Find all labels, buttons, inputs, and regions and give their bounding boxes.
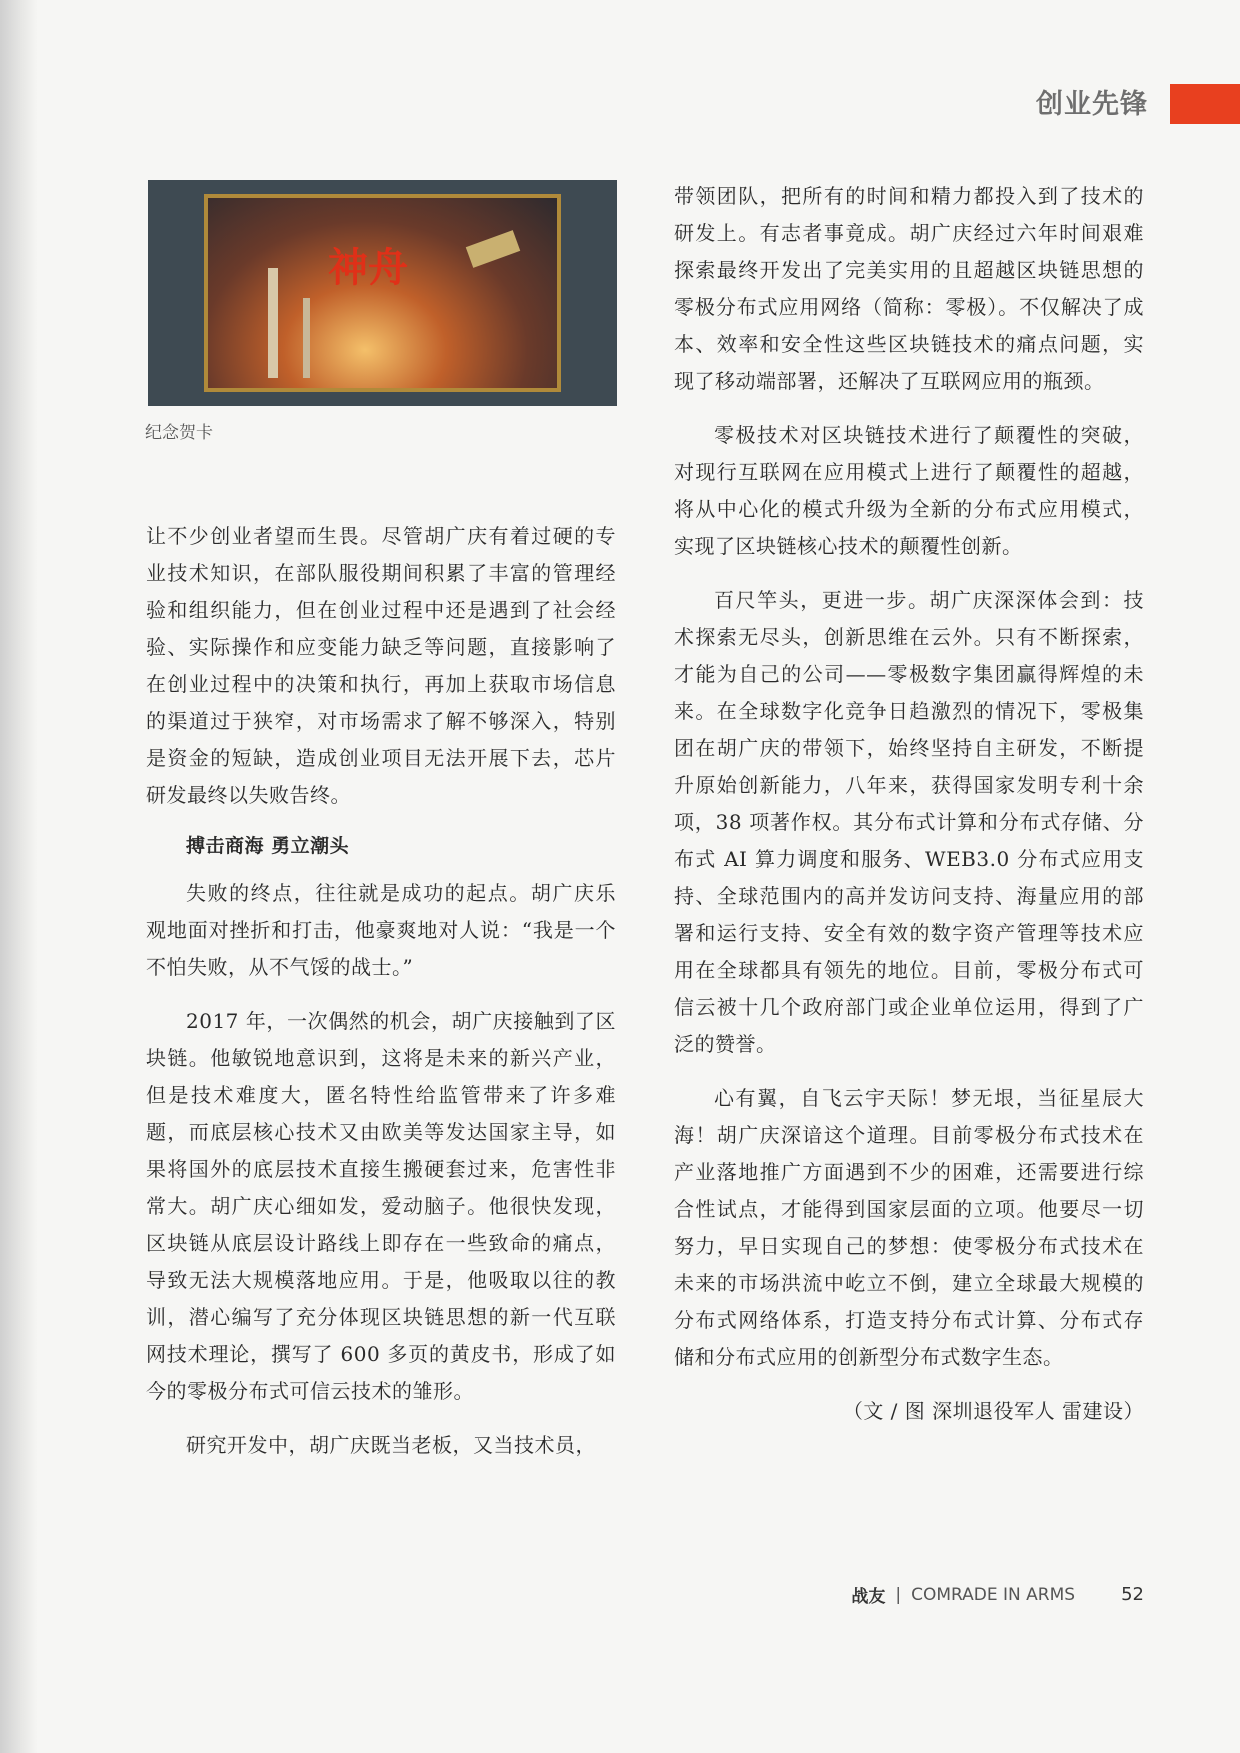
magazine-name-cn: 战友 [851,1587,886,1607]
body-paragraph: 失败的终点，往往就是成功的起点。胡广庆乐观地面对挫折和打击，他豪爽地对人说：“我是一个不怕失败，从不气馁的战士。” [146,881,616,979]
body-paragraph: 百尺竿头，更进一步。胡广庆深深体会到：技术探索无尽头，创新思维在云外。只有不断探索，才能为自己的公司——零极数字集团赢得辉煌的未来。在全球数字化竞争日趋激烈的情况下，零极集团在胡广庆的带领下，始终坚持自主研发，不断提升原始创新能力，八年来，获得国家发明专利十余项，38 项著作权。其分布式计算和分布式存储、分布式 AI 算力调度和服务、WEB3.0 分布式应用支持、全球范围内的高并发访问支持、海量应用的部署和运行支持、安全有效的数字资产管理等技术应用在全球都具有领先的地位。目前，零极分布式可信云被十几个政府部门或企业单位运用，得到了广泛的赞誉。 [674,588,1144,1056]
body-paragraph: 带领团队，把所有的时间和精力都投入到了技术的研发上。有志者事竟成。胡广庆经过六年时间艰难探索最终开发出了完美实用的且超越区块链思想的零极分布式应用网络（简称：零极）。不仅解决了成本、效率和安全性这些区块链技术的痛点问题，实现了移动端部署，还解决了互联网应用的瓶颈。 [674,184,1144,393]
satellite-shape [466,230,521,268]
section-accent-bar [1170,84,1240,124]
commemorative-card-photo [148,180,617,406]
body-paragraph: 让不少创业者望而生畏。尽管胡广庆有着过硬的专业技术知识，在部队服役期间积累了丰富的管理经验和组织能力，但在创业过程中还是遇到了社会经验、实际操作和应变能力缺乏等问题，直接影响了在创业过程中的决策和执行，再加上获取市场信息的渠道过于狭窄，对市场需求了解不够深入，特别是资金的短缺，造成创业项目无法开展下去，芯片研发最终以失败告终。 [146,524,616,807]
body-paragraph: 2017 年，一次偶然的机会，胡广庆接触到了区块链。他敏锐地意识到，这将是未来的新兴产业，但是技术难度大，匿名特性给监管带来了许多难题，而底层核心技术又由欧美等发达国家主导，如果将国外的底层技术直接生搬硬套过来，危害性非常大。胡广庆心细如发，爱动脑子。他很快发现，区块链从底层设计路线上即存在一些致命的痛点，导致无法大规模落地应用。于是，他吸取以往的教训，潜心编写了充分体现区块链思想的新一代互联网技术理论，撰写了 600 多页的黄皮书，形成了如今的零极分布式可信云技术的雏形。 [146,1009,616,1403]
subheading: 搏击商海 勇立潮头 [186,835,350,857]
page-number: 52 [1121,1584,1144,1605]
photo-frame [204,194,561,392]
card-inscription: 神舟 [328,244,408,291]
body-paragraph: 研究开发中，胡广庆既当老板，又当技术员， [186,1433,596,1457]
photo-caption: 纪念贺卡 [145,423,213,443]
right-column [674,178,1144,1430]
author-signature: （文 / 图 深圳退役军人 雷建设） [842,1399,1144,1423]
footer-separator: | [895,1584,902,1605]
rocket-shape [268,268,278,378]
body-paragraph: 心有翼，自飞云宇天际！梦无垠，当征星辰大海！胡广庆深谙这个道理。目前零极分布式技术在产业落地推广方面遇到不少的困难，还需要进行综合性试点，才能得到国家层面的立项。他要尽一切努力，早日实现自己的梦想：使零极分布式技术在未来的市场洪流中屹立不倒，建立全球最大规模的分布式网络体系，打造支持分布式计算、分布式存储和分布式应用的创新型分布式数字生态。 [674,1086,1144,1369]
body-paragraph: 零极技术对区块链技术进行了颠覆性的突破，对现行互联网在应用模式上进行了颠覆性的超越，将从中心化的模式升级为全新的分布式应用模式，实现了区块链核心技术的颠覆性创新。 [674,423,1144,558]
magazine-name-en: COMRADE IN ARMS [911,1584,1076,1605]
section-title: 创业先锋 [1036,89,1148,120]
page-footer [851,1582,1144,1607]
rocket-shape-small [303,298,310,378]
left-column [146,518,616,1481]
page-gutter-shadow [0,0,38,1753]
